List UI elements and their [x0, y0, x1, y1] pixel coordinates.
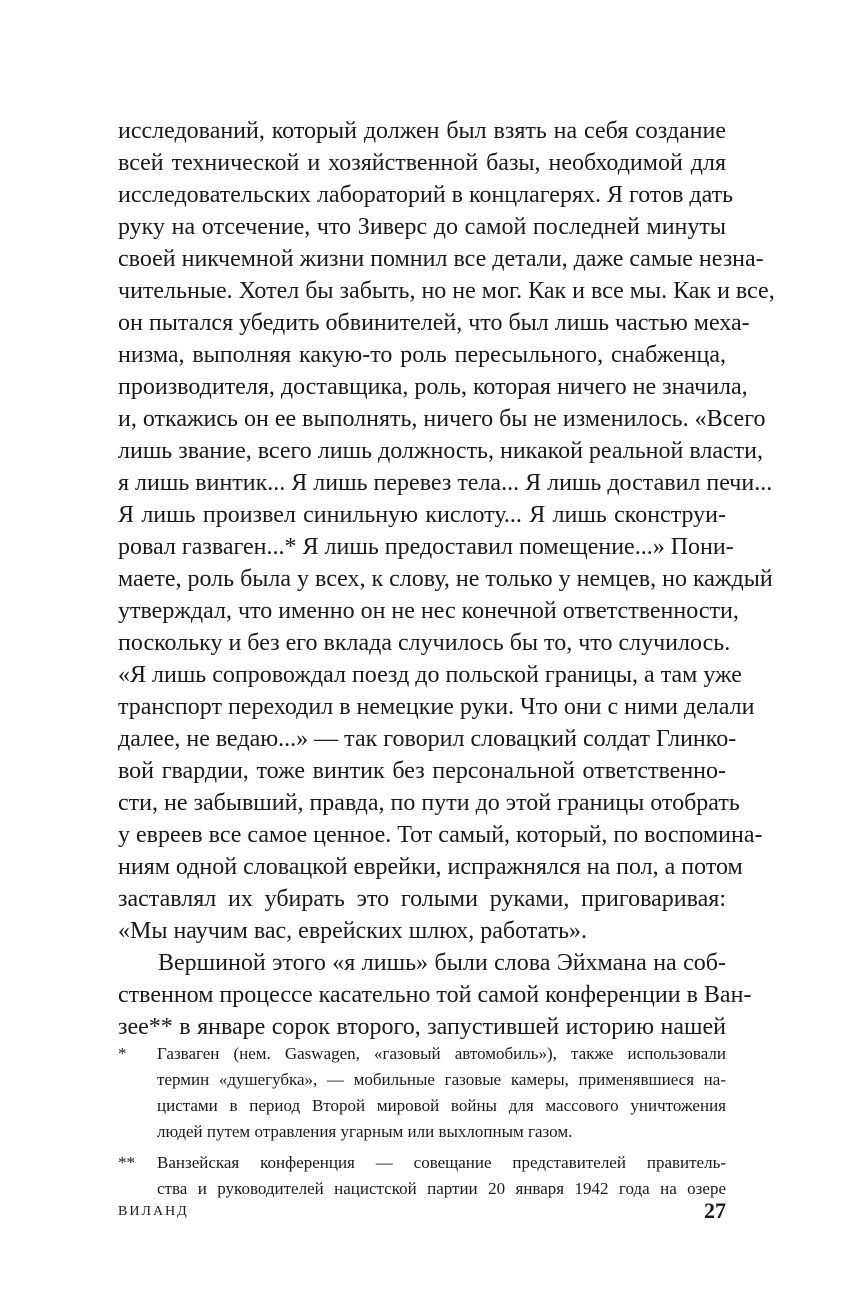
footnote-line: ства и руководителей нацистской партии 20 января 1942 года на озере	[157, 1179, 726, 1198]
body-line: чительные. Хотел бы забыть, но не мог. Как и все мы. Как и все,	[118, 278, 775, 304]
body-line: у евреев все самое ценное. Тот самый, который, по воспомина-	[118, 822, 763, 848]
footnote-line: цистами в период Второй мировой войны для массового уничтожения	[157, 1096, 726, 1115]
body-line: лишь звание, всего лишь должность, никакой реальной власти,	[118, 438, 763, 464]
body-line: всей технической и хозяйственной базы, необходимой для	[118, 150, 726, 176]
running-title: ВИЛАНД	[118, 1204, 189, 1219]
body-line: «Я лишь сопровождал поезд до польской границы, а там уже	[118, 662, 742, 688]
page-number: 27	[704, 1198, 726, 1223]
body-line: низма, выполняя какую-то роль пересыльного, снабженца,	[118, 342, 726, 368]
footnote-mark: *	[118, 1044, 127, 1063]
body-line: исследований, который должен был взять на себя создание	[118, 118, 726, 144]
body-line: заставлял их убирать это голыми руками, приговаривая:	[118, 886, 726, 912]
body-line: он пытался убедить обвинителей, что был лишь частью меха-	[118, 310, 750, 336]
body-line: зее** в январе сорок второго, запустившей историю нашей	[118, 1014, 726, 1040]
footnote-line: Газваген (нем. Gaswagen, «газовый автомобиль»), также использовали	[157, 1044, 726, 1063]
body-line: утверждал, что именно он не нес конечной ответственности,	[118, 598, 739, 624]
body-line: своей никчемной жизни помнил все детали, даже самые незна-	[118, 246, 764, 272]
body-line: вой гвардии, тоже винтик без персональной ответственно-	[118, 758, 726, 784]
body-line: и, откажись он ее выполнять, ничего бы не изменилось. «Всего	[118, 406, 766, 432]
body-line: Вершиной этого «я лишь» были слова Эйхмана на соб-	[158, 950, 726, 976]
body-line: Я лишь произвел синильную кислоту... Я лишь сконструи-	[118, 502, 726, 528]
body-line: производителя, доставщика, роль, которая ничего не значила,	[118, 374, 748, 400]
footnote-line: термин «душегубка», — мобильные газовые камеры, применявшиеся на-	[157, 1070, 726, 1089]
body-line: маете, роль была у всех, к слову, не только у немцев, но каждый	[118, 566, 773, 592]
footnote-mark: **	[118, 1153, 135, 1172]
body-line: далее, не ведаю...» — так говорил словацкий солдат Глинко-	[118, 726, 737, 752]
body-line: «Мы научим вас, еврейских шлюх, работать».	[118, 918, 588, 944]
body-line: ниям одной словацкой еврейки, испражнялся на пол, а потом	[118, 854, 743, 880]
body-line: сти, не забывший, правда, по пути до этой границы отобрать	[118, 790, 740, 816]
body-line: я лишь винтик... Я лишь перевез тела... Я лишь доставил печи...	[118, 470, 773, 496]
footnote-line: людей путем отравления угарным или выхлопным газом.	[157, 1122, 573, 1141]
body-line: ственном процессе касательно той самой конференции в Ван-	[118, 982, 752, 1008]
footnote-line: Ванзейская конференция — совещание представителей правитель-	[157, 1153, 726, 1172]
body-line: поскольку и без его вклада случилось бы то, что случилось.	[118, 630, 731, 656]
body-line: ровал газваген...* Я лишь предоставил помещение...» Пони-	[118, 534, 734, 560]
body-line: руку на отсечение, что Зиверс до самой последней минуты	[118, 214, 726, 240]
body-line: исследовательских лабораторий в концлагерях. Я готов дать	[118, 182, 734, 208]
body-line: транспорт переходил в немецкие руки. Что они с ними делали	[118, 694, 755, 720]
